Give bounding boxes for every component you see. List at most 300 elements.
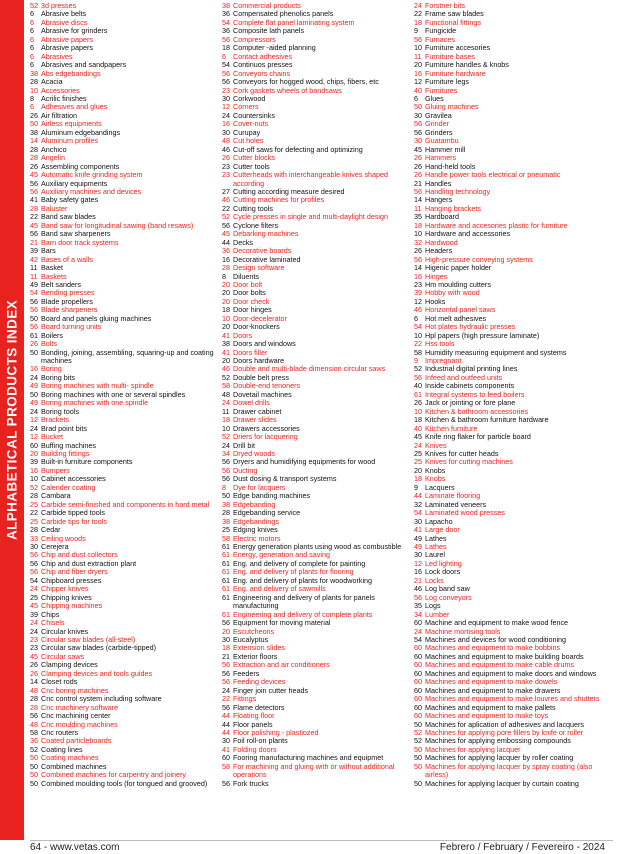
index-entry-page: 61 [222,592,230,602]
index-entry-label: Boring machines with multi- spindle [41,381,154,391]
index-entry [30,239,218,247]
index-entry-label: Cutting tools [233,203,273,213]
index-entry-page: 56 [30,558,38,568]
index-entry-page: 49 [414,542,422,551]
index-entry-label: Cutterheads with interchangeable knives shaped according [233,170,389,188]
index-entry-page: 6 [30,26,34,36]
index-entry-page: 56 [222,618,230,628]
index-entry-page: 23 [222,85,230,95]
index-entry-page: 28 [30,702,38,712]
index-entry-label: Logs [425,601,441,611]
index-entry-label: Baluster [41,203,68,213]
index-entry-label: Energy generation plants using wood as combustible [233,542,402,551]
index-entry-label: Exterior floors [233,651,278,661]
index-entry-page: 56 [222,702,230,712]
index-entry-page: 44 [222,237,230,247]
index-entry-label: Machines for applying pore fillers by knife or roller [425,727,584,737]
index-entry-page: 58 [30,727,38,737]
index-entry-page: 26 [414,161,422,171]
index-entry-page: 20 [30,449,38,459]
index-entry-page: 28 [30,77,38,87]
index-entry-label: Doors [233,330,253,340]
index-entry-page: 26 [30,339,38,349]
index-entry-page: 8 [30,93,34,103]
index-entry-page: 21 [222,651,230,661]
index-entry-page: 40 [414,85,422,95]
index-entry-page: 11 [414,51,422,61]
index-entry-page: 11 [30,271,38,281]
index-entry-page: 30 [414,516,422,526]
index-entry-page: 61 [222,542,230,551]
index-entry [222,594,410,611]
index-entry-label: Built-in furniture components [41,457,133,467]
index-entry-page: 20 [414,465,422,475]
index-entry-page: 24 [414,626,422,636]
index-entry-page: 16 [414,567,422,577]
index-entry-label: Lathes [425,542,447,551]
index-entry-page: 6 [414,313,418,323]
index-entry-page: 45 [30,170,38,180]
index-entry-page: 26 [414,170,422,180]
index-entry-page: 48 [30,685,38,695]
index-entry-label: Chip and dust collectors [41,550,118,560]
index-entry-page: 54 [414,508,422,518]
index-entry-label: Engineering and delivery of complete plants [233,609,373,619]
index-entry-label: Circular saw blades (all-steel) [41,634,136,644]
index-entry-label: Glues [425,93,444,103]
index-entry [30,332,218,340]
index-entry-page: 54 [222,60,230,70]
index-entry-label: Folding doors [233,744,277,754]
index-entry-page: 50 [414,744,422,754]
index-entry-page: 52 [414,364,422,374]
index-entry-label: Combined moulding tools (for tongued and grooved) [41,778,208,788]
index-entry-label: Kitchen & bathroom accessories [425,406,529,416]
index-entry-page: 44 [222,727,230,737]
index-entry-page: 16 [30,364,38,374]
index-entry-page: 18 [414,220,422,230]
index-entry-page: 41 [414,525,422,535]
index-entry-label: Machines and equipment to make doors and windows [425,668,597,678]
index-entry-page: 12 [414,558,422,568]
index-entry-label: Bending presses [41,288,95,298]
index-entry-label: Hooks [425,296,446,306]
index-entry-label: Acacia [41,77,63,87]
index-entry-label: Assembling components [41,161,120,171]
index-entry-label: Fittings [233,694,257,704]
index-entry-label: Double belt press [233,372,289,382]
index-entry-label: Cedar [41,525,61,535]
index-entry-page: 34 [222,449,230,459]
index-entry-label: Lapacho [425,516,453,526]
index-entry-page: 54 [30,288,38,298]
index-entry-page: 56 [222,457,230,467]
index-entry-page: 58 [222,381,230,391]
index-entry-page: 46 [222,364,230,374]
index-entry-page: 30 [222,127,230,137]
index-entry-label: Knobs [425,474,446,484]
index-entry-label: Lumber [425,609,450,619]
index-entry-page: 50 [30,313,38,323]
index-entry-label: Cerejera [41,542,69,551]
index-entry-label: Carbide tips for tools [41,516,107,526]
index-entry-page: 28 [30,491,38,501]
index-entry-label: Bucket [41,432,63,442]
index-entry-label: Horizontal panel saws [425,305,496,315]
index-entry-page: 60 [414,702,422,712]
index-entry-page: 6 [30,34,34,44]
index-entry-page: 11 [414,203,422,213]
index-entry-label: Frame saw blades [425,9,484,19]
index-entry-page: 56 [30,296,38,306]
index-entry-page: 10 [414,43,422,53]
index-entry-page: 16 [30,465,38,475]
index-entry-label: Composite lath panels [233,26,305,36]
index-entry-page: 16 [222,254,230,264]
index-entry-page: 39 [414,288,422,298]
index-entry-label: Edging knives [233,525,278,535]
index-entry-page: 14 [30,136,38,146]
index-entry-label: Furniture bases [425,51,475,61]
index-entry-page: 26 [414,246,422,256]
index-entry-label: Curupay [233,127,261,137]
index-entry-page: 50 [30,389,38,399]
index-entry-page: 20 [222,279,230,289]
index-entry-label: Barn door track systems [41,237,119,247]
index-entry-page: 41 [222,330,230,340]
index-entry-label: Cnc control system including software [41,694,162,704]
index-entry-page: 18 [222,43,230,53]
index-entry-label: Automatic knife grinding system [41,170,143,180]
index-column-3 [414,2,614,788]
index-entry-page: 10 [30,85,38,95]
index-entry-label: Integral systems to feed boilers [425,389,525,399]
index-entry-label: Jack or jointing or fore plane [425,398,516,408]
index-entry-page: 28 [30,144,38,154]
index-entry-label: Coating lines [41,744,83,754]
index-entry-label: Auxiliary equipments [41,178,108,188]
index-entry-page: 50 [414,102,422,112]
index-entry [414,594,614,602]
index-entry-label: Laminated veneers [425,499,487,509]
index-entry-label: Hinges [425,271,448,281]
index-entry-label: Abrasive papers [41,34,93,44]
index-entry-page: 52 [30,744,38,754]
index-entry-page: 56 [222,668,230,678]
index-entry-page: 12 [30,432,38,442]
index-entry-page: 49 [30,398,38,408]
index-entry-page: 40 [414,381,422,391]
index-entry-page: 61 [222,550,230,560]
index-entry-label: Abrasive discs [41,17,88,27]
index-entry-label: Chip and dust extraction plant [41,558,137,568]
index-entry-page: 56 [30,322,38,332]
index-entry-page: 50 [222,491,230,501]
index-entry-page: 6 [414,93,418,103]
index-entry-label: Machine and equipment to make wood fence [425,618,569,628]
index-entry-page: 24 [414,1,422,10]
index-entry-page: 9 [414,26,418,36]
index-entry-label: Doors hardware [233,356,285,366]
index-entry-page: 25 [30,592,38,602]
index-entry-page: 54 [222,17,230,27]
index-entry-label: Abs edgebandings [41,68,101,78]
index-entry-page: 52 [414,736,422,746]
index-entry-page: 39 [30,457,38,467]
index-entry-label: Abrasive papers [41,43,93,53]
index-entry-page: 12 [222,102,230,112]
index-entry-label: Large door [425,525,460,535]
index-entry-page: 24 [222,440,230,450]
index-entry-page: 56 [414,119,422,129]
index-entry-page: 22 [414,9,422,19]
index-entry-label: Clamping devices and tools guides [41,668,153,678]
index-entry-page: 56 [414,254,422,264]
index-entry-label: Cnc machinery software [41,702,119,712]
index-entry-label: Decorative boards [233,246,292,256]
index-entry-page: 20 [222,322,230,332]
index-entry-page: 11 [222,406,230,416]
index-entry-page: 56 [414,372,422,382]
index-entry-label: Adhesives and glues [41,102,108,112]
index-entry-page: 38 [30,68,38,78]
index-entry-label: Edge banding machines [233,491,311,501]
index-entry-label: Furniture handles & knobs [425,60,509,70]
index-entry-label: Fungicide [425,26,457,36]
index-entry-label: Finger join cutter heads [233,685,309,695]
index-entry-label: Computer -aided planning [233,43,316,53]
index-entry-label: Hanging brackets [425,203,481,213]
index-entry-label: Drill bit [233,440,255,450]
index-entry-page: 23 [222,170,230,180]
index-entry-label: Ducting [233,465,258,475]
index-entry-label: Cutting according measure desired [233,186,345,196]
index-entry-page: 22 [414,339,422,349]
index-entry-page: 60 [414,660,422,670]
index-entry-label: Hammers [425,153,457,163]
index-entry-label: Blade propellers [41,296,93,306]
index-entry-label: Combined machines for carpentry and joinery [41,770,187,780]
index-entry-page: 61 [222,558,230,568]
index-entry-label: Cutting machines for profiles [233,195,325,205]
index-entry-label: Handling technology [425,186,491,196]
index-entry-label: Fork trucks [233,778,269,788]
index-entry-page: 6 [222,51,226,61]
index-entry-label: Chipper knives [41,584,89,594]
index-entry-page: 24 [30,618,38,628]
index-entry-label: Machines for applying lacquer [425,744,521,754]
index-entry-label: Fooring manufacturing machines and equipmet [233,753,384,763]
index-entry-label: Dryed woods [233,449,275,459]
index-entry-label: Machines and equipment to make dowels [425,677,558,687]
index-entry-label: Machines and equipment to make bobbins [425,643,561,653]
index-entry-label: Engineering and delivery of plants for panels manufacturing [233,592,375,611]
index-entry-page: 24 [222,685,230,695]
index-entry-label: Doors and windows [233,339,296,349]
index-entry-page: 30 [222,736,230,746]
index-entry-page: 56 [222,68,230,78]
footer-page-url: 64 - www.vetas.com [30,842,120,853]
index-entry-label: Laminate flooring [425,491,481,501]
index-entry-label: Countersinks [233,110,275,120]
index-entry-label: Dovetail machines [233,389,292,399]
index-entry-label: Furniture accesories [425,43,491,53]
index-entry-label: Acrilic finishes [41,93,87,103]
index-entry-label: Belt sanders [41,279,81,289]
index-entry-page: 41 [222,347,230,357]
index-entry-label: Board and panels gluing machines [41,313,152,323]
index-entry-label: Buffing machines [41,440,97,450]
index-entry-page: 44 [222,711,230,721]
index-entry-label: Bases of a walls [41,254,93,264]
index-entry-page: 50 [414,761,422,771]
index-entry-label: Building fittings [41,449,90,459]
index-entry-page: 50 [30,770,38,780]
index-entry-page: 54 [30,575,38,585]
index-entry-page: 18 [222,305,230,315]
index-entry-label: Aluminum profiles [41,136,99,146]
index-entry-page: 49 [30,279,38,289]
index-entry-label: Baskets [41,271,67,281]
index-entry-page: 48 [222,389,230,399]
index-entry-page: 56 [30,567,38,577]
index-entry-label: Functional fittings [425,17,481,27]
index-entry-page: 18 [222,415,230,425]
index-entry-page: 10 [414,229,422,239]
index-entry-label: Humidity measuring equipment and systems [425,347,567,357]
index-entry-label: Door check [233,296,270,306]
index-entry-label: Blade sharpeners [41,305,98,315]
footer-date: Febrero / February / Fevereiro - 2024 [439,842,605,853]
index-entry-label: Board turning units [41,322,102,332]
index-entry-page: 38 [222,499,230,509]
index-entry-label: Extension slides [233,643,285,653]
index-entry-page: 40 [414,423,422,433]
index-entry-label: Machines and devices for wood conditioning [425,634,567,644]
index-entry-label: Bars [41,246,56,256]
index-entry-page: 25 [30,499,38,509]
index-entry-label: Accessories [41,85,80,95]
index-entry-label: Clamping devices [41,660,98,670]
index-entry-label: Bolts [41,339,57,349]
index-entry-page: 35 [414,212,422,222]
index-entry-label: Cambara [41,491,71,501]
index-entry-page: 60 [414,711,422,721]
index-entry-label: Machines and equipment to make building boards [425,651,584,661]
index-entry-page: 50 [414,778,422,788]
index-entry-page: 60 [414,677,422,687]
index-entry-label: Carbide tipped tools [41,508,105,518]
index-entry-label: Lathes [425,533,447,543]
index-entry-page: 56 [222,778,230,788]
index-entry-page: 56 [222,77,230,87]
index-entry-label: Corkwood [233,93,266,103]
index-entry-label: Chip and fiber dryers [41,567,108,577]
index-entry-page: 58 [414,347,422,357]
index-entry-label: Cyclone filters [233,220,279,230]
index-entry-page: 18 [414,474,422,484]
index-entry-page: 56 [414,127,422,137]
index-entry-page: 26 [30,668,38,678]
index-entry-page: 50 [30,753,38,763]
index-entry-label: Handles [425,178,452,188]
index-entry-label: Impregnant [425,356,462,366]
index-entry-page: 18 [414,415,422,425]
index-entry-page: 41 [30,195,38,205]
index-entry-label: Abrasive for grinders [41,26,108,36]
index-entry-page: 16 [414,271,422,281]
index-entry-label: Boring [41,364,62,374]
index-entry-page: 44 [414,491,422,501]
index-entry-page: 48 [222,136,230,146]
index-entry-label: Corners [233,102,259,112]
index-entry-page: 38 [222,516,230,526]
index-entry-page: 14 [414,195,422,205]
index-entry-label: Circular knives [41,626,89,636]
index-entry-page: 46 [414,584,422,594]
index-entry-page: 26 [414,398,422,408]
index-entry-label: Machines for aplication of adhesives and lacquers [425,719,585,729]
index-entry-label: Gravilea [425,110,452,120]
index-entry-page: 42 [30,254,38,264]
index-entry-label: Machines and equipment to make cable drums [425,660,575,670]
index-entry-label: Hardboard [425,212,459,222]
index-entry-label: Furniture hardware [425,68,486,78]
index-entry-page: 22 [222,203,230,213]
index-entry-page: 54 [414,634,422,644]
index-entry-label: Guatambu [425,136,459,146]
index-entry-label: Eng. and delivery of plants for flooring [233,567,354,577]
index-entry-page: 16 [222,119,230,129]
index-entry-page: 48 [30,719,38,729]
index-entry-label: Grinders [425,127,453,137]
index-entry-label: Locks [425,575,444,585]
index-entry-page: 30 [414,136,422,146]
index-entry-label: Lacquers [425,482,455,492]
index-entry-label: Air filtration [41,110,77,120]
index-entry-page: 8 [222,482,226,492]
index-entry-label: Combined machines [41,761,107,771]
index-entry [414,87,614,95]
index-entry-page: 6 [30,17,34,27]
index-entry-label: Coating machines [41,753,99,763]
index-entry-page: 50 [30,761,38,771]
index-entry-page: 25 [414,457,422,467]
index-entry-page: 28 [30,694,38,704]
index-entry-page: 61 [222,567,230,577]
index-entry-label: Cabinet accessories [41,474,106,484]
index-entry-page: 25 [414,449,422,459]
index-entry-label: Floating floor [233,711,275,721]
index-entry-page: 20 [414,60,422,70]
index-entry-page: 24 [30,584,38,594]
index-entry-label: Double-end tenoners [233,381,301,391]
index-entry-label: Flame detectors [233,702,285,712]
index-entry-label: Foil roll-on plants [233,736,288,746]
index-entry-label: Drawers accessories [233,423,300,433]
index-entry-label: Brackets [41,415,69,425]
index-entry-label: Double and multi-blade dimension circular saws [233,364,386,374]
index-entry-label: Hobby with wood [425,288,480,298]
index-entry-page: 60 [414,668,422,678]
index-entry-label: Abrasive belts [41,9,87,19]
index-entry-page: 11 [30,263,38,273]
index-entry-page: 45 [30,651,38,661]
index-entry-page: 50 [30,778,38,788]
index-entry-label: Boilers [41,330,63,340]
index-entry-label: Drawer cabinet [233,406,282,416]
index-entry-label: Machines for applying lacquer by curtain coating [425,778,579,788]
